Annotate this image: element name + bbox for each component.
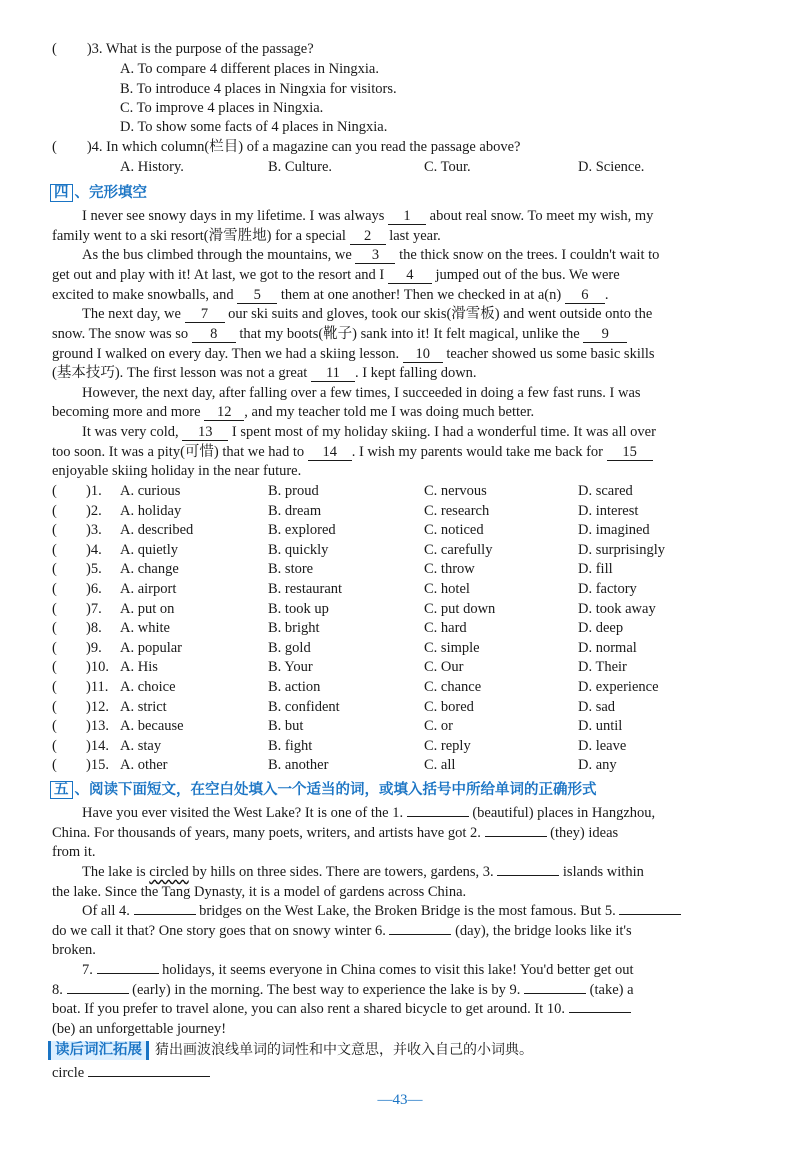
option-a: A. airport (120, 581, 177, 597)
blank[interactable]: 13 (182, 425, 228, 441)
question-number: )6. (86, 581, 102, 597)
text: However, the next day, after falling over a few times, I succeeded in doing a few fast runs. I was (82, 385, 641, 401)
option: D. Science. (578, 159, 645, 175)
question-number: )2. (86, 502, 102, 519)
option-d: D. deep (578, 620, 624, 637)
text: China. For thousands of years, many poets, writers, and artists have got 2. (52, 825, 481, 841)
answer-paren[interactable]: ( (52, 620, 57, 637)
text: Of all 4. (82, 903, 130, 919)
cloze-question (52, 619, 752, 638)
cloze-question (52, 600, 752, 619)
answer-paren[interactable]: ( (52, 600, 57, 617)
blank[interactable] (524, 993, 586, 994)
blank[interactable] (389, 934, 451, 935)
passage-line (52, 1020, 756, 1039)
passage-line (82, 863, 756, 882)
option-c: C. noticed (424, 522, 484, 539)
cloze-question (52, 756, 752, 775)
option-b: B. proud (268, 483, 319, 499)
question-stem: )3. What is the purpose of the passage? (86, 41, 314, 57)
option-b: B. Your (268, 659, 313, 676)
answer-paren[interactable]: ( (52, 718, 57, 735)
option-c: C. reply (424, 737, 471, 754)
option: D. To show some facts of 4 places in Ningxia. (120, 119, 388, 135)
option-c: C. chance (424, 679, 482, 695)
option-d: D. took away (578, 600, 656, 617)
answer-paren[interactable]: ( (52, 502, 57, 519)
question-number: )4. (86, 541, 102, 558)
question-4-options (52, 158, 752, 177)
section-number: 四 (50, 184, 73, 202)
text: too soon. It was a pity(可惜) that we had to (52, 444, 305, 460)
cloze-question (52, 560, 752, 579)
option-c: C. throw (424, 561, 475, 578)
vocab-entry (52, 1064, 756, 1083)
option-d: D. factory (578, 581, 637, 597)
cloze-question (52, 698, 752, 717)
passage-line (52, 286, 756, 305)
question-number: )1. (86, 483, 102, 499)
question-number: )14. (86, 737, 109, 754)
option-a: A. other (120, 757, 168, 774)
option-a: A. stay (120, 737, 162, 754)
text: (基本技巧). The first lesson was not a great (52, 365, 308, 381)
answer-paren[interactable]: ( (52, 639, 57, 656)
text: It was very cold, (82, 424, 179, 440)
answer-paren[interactable]: ( (52, 581, 57, 597)
section-number: 五 (50, 781, 73, 799)
section-4-heading (50, 183, 147, 203)
answer-paren: ( (52, 41, 57, 57)
answer-paren[interactable]: ( (52, 561, 57, 578)
option-d: D. Their (578, 659, 627, 676)
passage-line (52, 1000, 756, 1019)
option-a: A. curious (120, 483, 181, 499)
option-d: D. experience (578, 679, 659, 695)
section-title: 、完形填空 (74, 185, 147, 201)
text: our ski suits and gloves, took our skis(滑雪板) and went outside onto the (228, 306, 653, 322)
option: B. Culture. (268, 159, 333, 175)
text: (be) an unforgettable journey! (52, 1021, 227, 1037)
text: last year. (389, 228, 441, 244)
question-number: )11. (86, 679, 109, 695)
blank[interactable]: 6 (565, 288, 605, 304)
text: (day), the bridge looks like it's (455, 923, 632, 939)
option-c: C. bored (424, 698, 474, 715)
option: A. History. (120, 159, 184, 175)
option-b: B. bright (268, 620, 320, 637)
answer-paren: ( (52, 139, 57, 155)
question-number: )12. (86, 698, 109, 715)
cloze-question (52, 678, 752, 697)
option-a: A. white (120, 620, 170, 637)
passage-line (52, 883, 756, 902)
option-c: C. hotel (424, 581, 470, 597)
text: (they) ideas (550, 825, 619, 841)
option-c: C. research (424, 502, 490, 519)
passage-line (52, 325, 756, 344)
option: C. To improve 4 places in Ningxia. (120, 100, 324, 116)
option-b: B. took up (268, 600, 329, 617)
passage-line (82, 384, 756, 403)
option-b: B. store (268, 561, 314, 578)
answer-paren[interactable]: ( (52, 757, 57, 774)
question-number: )5. (86, 561, 102, 578)
option-a: A. change (120, 561, 179, 578)
option-a: A. popular (120, 639, 183, 656)
option-c: C. hard (424, 620, 467, 637)
blank[interactable]: 11 (311, 366, 355, 382)
option: B. To introduce 4 places in Ningxia for visitors. (120, 81, 397, 97)
option-d: D. sad (578, 698, 616, 715)
text: them at one another! Then we checked in at a(n) (280, 287, 562, 303)
passage-line (52, 922, 756, 941)
option-a: A. His (120, 659, 158, 676)
cloze-question (52, 658, 752, 677)
text: I spent most of my holiday skiing. I had a wonderful time. It was all over (231, 424, 656, 440)
vocab-extension (48, 1041, 756, 1060)
option-b: B. gold (268, 639, 311, 656)
question-3 (52, 40, 756, 59)
wavy-word: circled (149, 864, 189, 880)
blank[interactable]: 1 (388, 209, 426, 225)
vocab-tag: 读后词汇拓展 (48, 1041, 149, 1060)
text: As the bus climbed through the mountains, we (82, 247, 352, 263)
text: family went to a ski resort(滑雪胜地) for a special (52, 228, 346, 244)
cloze-question (52, 521, 752, 540)
text: The lake is (82, 864, 146, 880)
option-d: D. until (578, 718, 623, 735)
passage-line (52, 364, 756, 383)
passage-line (52, 843, 756, 862)
option-d: D. interest (578, 502, 639, 519)
option-a: A. because (120, 718, 184, 735)
option-b: B. quickly (268, 541, 329, 558)
blank[interactable] (97, 973, 159, 974)
passage-line (52, 981, 756, 1000)
text: . I kept falling down. (354, 365, 477, 381)
blank[interactable]: 8 (192, 327, 236, 343)
question-number: )3. (86, 522, 102, 539)
cloze-question (52, 580, 752, 599)
option: A. To compare 4 different places in Ningxia. (120, 61, 379, 77)
text: jumped out of the bus. We were (435, 267, 620, 283)
text: get out and play with it! At last, we got to the resort and I (52, 267, 385, 283)
section-5-heading (50, 780, 597, 800)
cloze-question (52, 717, 752, 736)
text: that my boots(靴子) sank into it! It felt magical, unlike the (239, 326, 580, 342)
blank[interactable]: 5 (237, 288, 277, 304)
passage-line (82, 804, 756, 823)
text: ground I walked on every day. Then we had a skiing lesson. (52, 346, 400, 362)
passage-line (52, 443, 756, 462)
answer-paren[interactable]: ( (52, 483, 57, 499)
blank[interactable]: 9 (583, 327, 627, 343)
text: (beautiful) places in Hangzhou, (472, 805, 656, 821)
passage-line (82, 423, 756, 442)
blank[interactable]: 2 (350, 229, 386, 245)
vocab-word: circle (52, 1065, 85, 1081)
text: I never see snowy days in my lifetime. I was always (82, 208, 385, 224)
question-number: )9. (86, 639, 102, 656)
passage-line (82, 207, 756, 226)
option-b: B. confident (268, 698, 340, 715)
blank[interactable] (134, 914, 196, 915)
option-d: D. leave (578, 737, 627, 754)
option-b: B. fight (268, 737, 313, 754)
text: Have you ever visited the West Lake? It is one of the 1. (82, 805, 404, 821)
text: the thick snow on the trees. I couldn't wait to (399, 247, 660, 263)
option-a: A. strict (120, 698, 167, 715)
text: by hills on three sides. There are towers, gardens, 3. (192, 864, 494, 880)
text: broken. (52, 942, 96, 958)
text: (take) a (589, 982, 634, 998)
passage-line (52, 345, 756, 364)
option-a: A. put on (120, 600, 175, 617)
cloze-question (52, 502, 752, 521)
blank[interactable] (497, 875, 559, 876)
text: boat. If you prefer to travel alone, you can also rent a shared bicycle to get around. It 10. (52, 1001, 565, 1017)
option-a: A. quietly (120, 541, 178, 558)
text: do we call it that? One story goes that on snowy winter 6. (52, 923, 386, 939)
option-b: B. another (268, 757, 329, 774)
section-title: 、阅读下面短文，在空白处填入一个适当的词，或填入括号中所给单词的正确形式 (74, 782, 597, 798)
text: snow. The snow was so (52, 326, 189, 342)
text: from it. (52, 844, 96, 860)
cloze-question (52, 737, 752, 756)
answer-paren[interactable]: ( (52, 659, 57, 676)
option-c: C. carefully (424, 541, 493, 558)
text: excited to make snowballs, and (52, 287, 234, 303)
blank[interactable]: 14 (308, 445, 352, 461)
question-4 (52, 138, 756, 157)
text: The next day, we (82, 306, 181, 322)
question-number: )15. (86, 757, 109, 774)
text: 8. (52, 982, 63, 998)
option-b: B. but (268, 718, 304, 735)
option-b: B. dream (268, 502, 322, 519)
text: . I wish my parents would take me back for (351, 444, 603, 460)
option: C. Tour. (424, 159, 471, 175)
text: the lake. Since the Tang Dynasty, it is a model of gardens across China. (52, 884, 467, 900)
blank[interactable]: 15 (607, 445, 653, 461)
option-c: C. nervous (424, 483, 487, 499)
text: enjoyable skiing holiday in the near future. (52, 463, 302, 479)
blank[interactable] (485, 836, 547, 837)
passage-line (82, 246, 756, 265)
text: , and my teacher told me I was doing much better. (244, 404, 535, 420)
option-d: D. surprisingly (578, 541, 665, 558)
text: about real snow. To meet my wish, my (429, 208, 654, 224)
option-b: B. restaurant (268, 581, 343, 597)
option-b: B. action (268, 679, 321, 695)
question-number: )13. (86, 718, 109, 735)
option-d: D. any (578, 757, 617, 774)
passage-line (82, 902, 756, 921)
text: . (604, 287, 609, 303)
text: teacher showed us some basic skills (446, 346, 655, 362)
option-c: C. Our (424, 659, 464, 676)
passage-line (52, 941, 756, 960)
passage-line (82, 961, 756, 980)
option-c: C. all (424, 757, 456, 774)
blank[interactable] (67, 993, 129, 994)
blank[interactable]: 3 (355, 248, 395, 264)
option-d: D. scared (578, 483, 633, 499)
text: (early) in the morning. The best way to experience the lake is by 9. (132, 982, 521, 998)
question-stem: )4. In which column(栏目) of a magazine can you read the passage above? (86, 139, 521, 155)
passage-line (52, 266, 756, 285)
answer-paren[interactable]: ( (52, 541, 57, 558)
blank[interactable]: 10 (403, 347, 443, 363)
blank[interactable]: 12 (204, 405, 244, 421)
option-c: C. or (424, 718, 453, 735)
passage-line (82, 305, 756, 324)
blank[interactable]: 7 (185, 307, 225, 323)
answer-paren[interactable]: ( (52, 737, 57, 754)
passage-line (52, 227, 756, 246)
blank[interactable] (619, 914, 681, 915)
passage-line (52, 824, 756, 843)
cloze-question (52, 541, 752, 560)
option-d: D. normal (578, 639, 637, 656)
answer-paren[interactable]: ( (52, 522, 57, 539)
text: bridges on the West Lake, the Broken Bridge is the most famous. But 5. (199, 903, 616, 919)
cloze-question (52, 639, 752, 658)
passage-line (52, 403, 756, 422)
vocab-instruction: 猜出画波浪线单词的词性和中文意思，并收入自己的小词典。 (155, 1042, 533, 1058)
option-a: A. described (120, 522, 194, 539)
vocab-answer-line[interactable] (88, 1076, 210, 1077)
option-a: A. holiday (120, 502, 182, 519)
option-b: B. explored (268, 522, 336, 539)
answer-paren[interactable]: ( (52, 698, 57, 715)
option-c: C. simple (424, 639, 480, 656)
text: islands within (562, 864, 644, 880)
text: becoming more and more (52, 404, 201, 420)
blank[interactable]: 4 (388, 268, 432, 284)
option-a: A. choice (120, 679, 176, 695)
passage-line (52, 462, 756, 481)
cloze-question (52, 482, 752, 501)
question-number: )8. (86, 620, 102, 637)
blank[interactable] (569, 1012, 631, 1013)
answer-paren[interactable]: ( (52, 679, 57, 695)
question-number: )7. (86, 600, 102, 617)
page-number: —43— (377, 1092, 423, 1108)
option-d: D. imagined (578, 522, 650, 539)
option-c: C. put down (424, 600, 496, 617)
text: holidays, it seems everyone in China comes to visit this lake! You'd better get out (162, 962, 634, 978)
text: 7. (82, 962, 93, 978)
option-d: D. fill (578, 561, 613, 578)
blank[interactable] (407, 816, 469, 817)
question-number: )10. (86, 659, 109, 676)
